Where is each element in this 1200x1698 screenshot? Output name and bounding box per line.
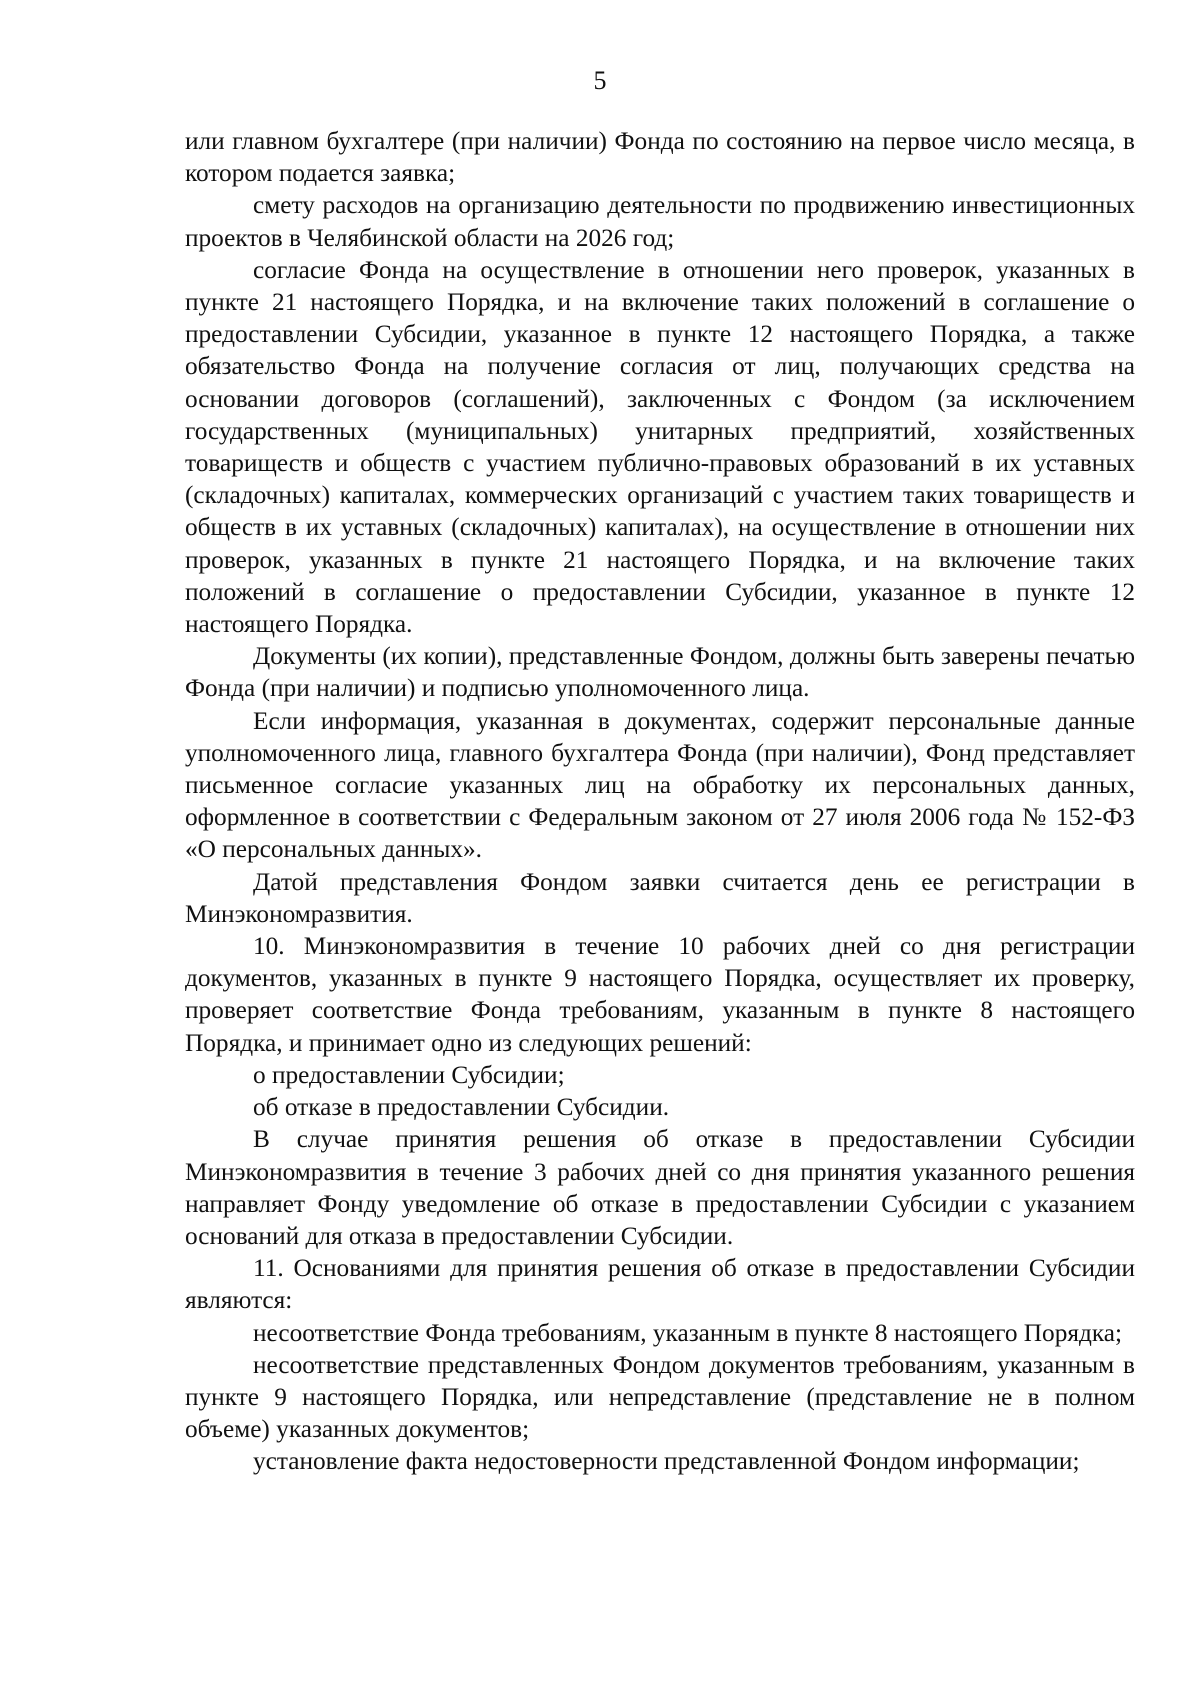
paragraph: Если информация, указанная в документах, содержит персональные данные уполномоченного лица, главного бухгалтера Фонда (при наличии), Фонд представляет письменное согласие указанных лиц на обработку их персональных данных, оформленное в соответствии с Федеральным законом от 27 июля 2006 года № 152-ФЗ «О персональных данных». bbox=[185, 706, 1135, 864]
paragraph: Датой представления Фондом заявки считается день ее регистрации в Минэкономразвития. bbox=[185, 867, 1135, 928]
document-body bbox=[185, 125, 1135, 1478]
paragraph: несоответствие Фонда требованиям, указанным в пункте 8 настоящего Порядка; bbox=[253, 1318, 1123, 1347]
paragraph: 10. Минэкономразвития в течение 10 рабочих дней со дня регистрации документов, указанных в пункте 9 настоящего Порядка, осуществляет их проверку, проверяет соответствие Фонда требованиям, указанным в пункте 8 настоящего Порядка, и принимает одно из следующих решений: bbox=[185, 932, 1135, 1057]
paragraph: смету расходов на организацию деятельности по продвижению инвестиционных проектов в Челябинской области на 2026 год; bbox=[185, 191, 1135, 252]
paragraph: Документы (их копии), представленные Фондом, должны быть заверены печатью Фонда (при наличии) и подписью уполномоченного лица. bbox=[185, 642, 1135, 703]
paragraph: или главном бухгалтере (при наличии) Фонда по состоянию на первое число месяца, в котором подается заявка; bbox=[185, 127, 1135, 188]
page-number: 5 bbox=[593, 66, 607, 95]
paragraph: В случае принятия решения об отказе в предоставлении Субсидии Минэкономразвития в течение 3 рабочих дней со дня принятия указанного решения направляет Фонду уведомление об отказе в предоставлении Субсидии с указанием оснований для отказа в предоставлении Субсидии. bbox=[185, 1125, 1135, 1250]
paragraph: несоответствие представленных Фондом документов требованиям, указанным в пункте 9 настоящего Порядка, или непредставление (представление не в полном объеме) указанных документов; bbox=[185, 1350, 1135, 1444]
paragraph: установление факта недостоверности представленной Фондом информации; bbox=[253, 1447, 1080, 1476]
paragraph: об отказе в предоставлении Субсидии. bbox=[253, 1093, 670, 1122]
paragraph: 11. Основаниями для принятия решения об отказе в предоставлении Субсидии являются: bbox=[185, 1254, 1135, 1315]
paragraph: согласие Фонда на осуществление в отношении него проверок, указанных в пункте 21 настоящего Порядка, и на включение таких положений в соглашение о предоставлении Субсидии, указанное в пункте 12 настоящего Порядка, а также обязательство Фонда на получение согласия от лиц, получающих средства на основании договоров (соглашений), заключенных с Фондом (за исключением государственных (муниципальных) унитарных предприятий, хозяйственных товариществ и обществ с участием публично-правовых образований в их уставных (складочных) капиталах, коммерческих организаций с участием таких товариществ и обществ в их уставных (складочных) капиталах), на осуществление в отношении них проверок, указанных в пункте 21 настоящего Порядка, и на включение таких положений в соглашение о предоставлении Субсидии, указанное в пункте 12 настоящего Порядка. bbox=[185, 255, 1135, 639]
paragraph: о предоставлении Субсидии; bbox=[253, 1060, 565, 1089]
